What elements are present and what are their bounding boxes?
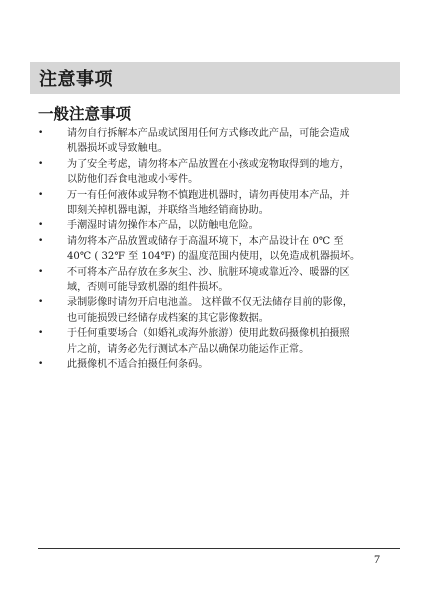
chapter-title-bar	[30, 62, 400, 94]
list-item: • 不可将本产品存放在多灰尘、沙、肮脏环境或靠近冷、暖器的区 域，否则可能导致机器的组件损坏。	[38, 265, 400, 296]
section-title: 一般注意事项	[38, 104, 132, 123]
chapter-title: 注意事项	[39, 69, 113, 90]
list-item: • 为了安全考虑，请勿将本产品放置在小孩或宠物取得到的地方， 以防他们吞食电池或小零件。	[38, 157, 400, 188]
footer-divider	[38, 548, 400, 549]
list-item: • 于任何重要场合（如婚礼或海外旅游）使用此数码摄像机拍摄照 片之前，请务必先行测试本产品以确保功能运作正常。	[38, 326, 400, 357]
list-item: • 请勿自行拆解本产品或试图用任何方式修改此产品，可能会造成 机器损坏或导致触电。	[38, 126, 400, 157]
list-item: • 手潮湿时请勿操作本产品，以防触电危险。	[38, 218, 400, 233]
list-item: • 请勿将本产品放置或储存于高温环境下，本产品设计在 0℃ 至 40℃ ( 32℉ 至 104℉) 的温度范围内使用，以免造成机器损坏。	[38, 234, 400, 265]
list-item: • 录制影像时请勿开启电池盖。 这样做不仅无法储存目前的影像， 也可能损毁已经储存成档案的其它影像数据。	[38, 295, 400, 326]
list-item: • 此摄像机不适合拍摄任何条码。	[38, 357, 400, 372]
list-item: • 万一有任何液体或异物不慎跑进机器时，请勿再使用本产品，并 即刻关掉机器电源，并联络当地经销商协助。	[38, 188, 400, 219]
page-number: 7	[374, 552, 380, 566]
precautions-list	[38, 126, 400, 373]
